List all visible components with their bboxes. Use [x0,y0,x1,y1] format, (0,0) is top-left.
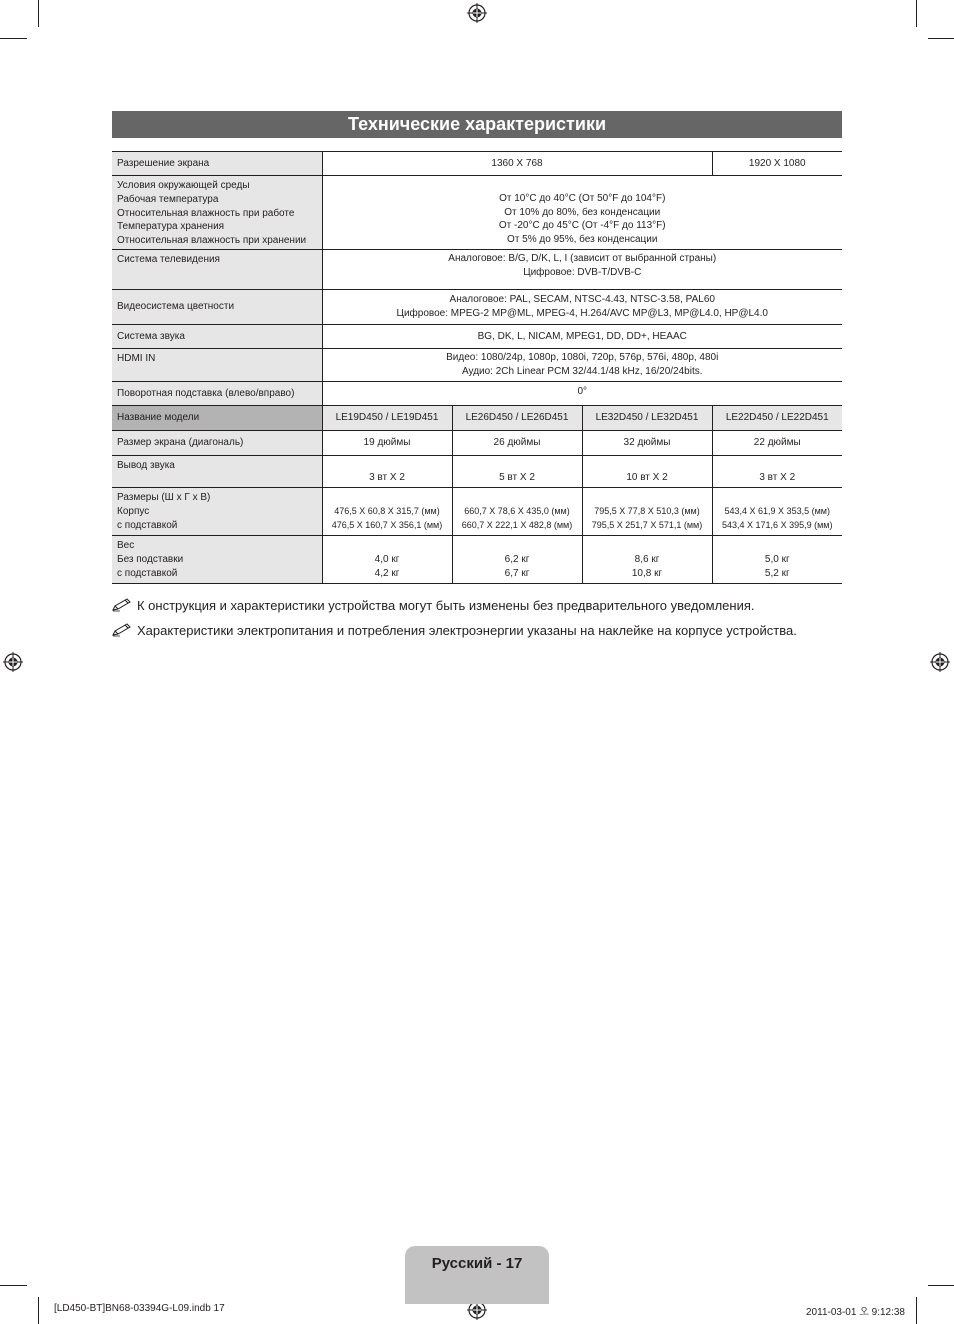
pencil-icon [112,598,132,612]
cell-value: 3 вт X 2 [712,456,842,488]
note-item [112,597,842,614]
cell-value: 22 дюймы [712,431,842,456]
row-label: Размеры (Ш x Г x В) Корпус с подставкой [112,488,322,536]
page-number-tab [405,1246,549,1304]
row-label: Вес Без подставки с подставкой [112,536,322,584]
cell-value: 1920 X 1080 [712,152,842,176]
registration-mark-icon [930,652,950,672]
cell-value: 6,2 кг 6,7 кг [452,536,582,584]
row-label: Размер экрана (диагональ) [112,431,322,456]
note-text: Характеристики электропитания и потребления электроэнергии указаны на наклейке на корпусе устройства. [137,623,797,638]
crop-mark [0,38,27,39]
table-row [112,290,842,325]
model-name: LE19D450 / LE19D451 [322,406,452,431]
cell-value: Аналоговое: B/G, D/K, L, I (зависит от выбранной страны) Цифровое: DVB-T/DVB-C [322,250,842,290]
table-row [112,431,842,456]
model-name: LE32D450 / LE32D451 [582,406,712,431]
page-number: Русский - 17 [431,1255,523,1272]
table-row [112,250,842,290]
cell-value: 19 дюймы [322,431,452,456]
cell-value: 5,0 кг 5,2 кг [712,536,842,584]
crop-mark [928,38,954,39]
cell-value: BG, DK, L, NICAM, MPEG1, DD, DD+, HEAAC [322,325,842,349]
cell-value: 26 дюймы [452,431,582,456]
cell-value: 32 дюймы [582,431,712,456]
cell-value: 1360 X 768 [322,152,712,176]
crop-mark [928,1285,954,1286]
crop-mark [38,1297,39,1324]
crop-mark [38,0,39,27]
cell-value: 0° [322,382,842,406]
note-text: К онструкция и характеристики устройства могут быть изменены без предварительного уведомления. [137,598,755,613]
pencil-icon [112,623,132,637]
cell-value: Аналоговое: PAL, SECAM, NTSC-4.43, NTSC-3.58, PAL60 Цифровое: MPEG-2 MP@ML, MPEG-4, H.264/AVC MP@L3, MP@L4.0, HP@L4.0 [322,290,842,325]
table-row [112,152,842,176]
table-row [112,406,842,431]
table-row [112,456,842,488]
table-row [112,536,842,584]
row-label: Условия окружающей среды Рабочая температура Относительная влажность при работе Температура хранения Относительная влажность при хранении [112,176,322,250]
table-row [112,176,842,250]
table-row [112,488,842,536]
registration-mark-icon [467,3,487,23]
note-item [112,622,842,639]
cell-value: 4,0 кг 4,2 кг [322,536,452,584]
footer-timestamp: 2011-03-01 오 9:12:38 [806,1307,905,1318]
cell-value: 543,4 X 61,9 X 353,5 (мм) 543,4 X 171,6 X 395,9 (мм) [712,488,842,536]
cell-value: 795,5 X 77,8 X 510,3 (мм) 795,5 X 251,7 X 571,1 (мм) [582,488,712,536]
row-label: Название модели [112,406,322,431]
cell-value: 5 вт X 2 [452,456,582,488]
registration-mark-icon [3,652,23,672]
crop-mark [0,1285,27,1286]
table-row [112,325,842,349]
cell-value: 3 вт X 2 [322,456,452,488]
row-label: Вывод звука [112,456,322,488]
row-label: Поворотная подставка (влево/вправо) [112,382,322,406]
crop-mark [916,1297,917,1324]
model-name: LE26D450 / LE26D451 [452,406,582,431]
cell-value: 476,5 X 60,8 X 315,7 (мм) 476,5 X 160,7 X 356,1 (мм) [322,488,452,536]
cell-value: От 10°C до 40°C (От 50°F до 104°F) От 10% до 80%, без конденсации От -20°C до 45°C (От -4°F до 113°F) От 5% до 95%, без конденсации [322,176,842,250]
row-label: Видеосистема цветности [112,290,322,325]
spec-table [112,151,842,584]
footer-file-info: [LD450-BT]BN68-03394G-L09.indb 17 [54,1303,225,1314]
row-label: HDMI IN [112,349,322,382]
row-label: Система звука [112,325,322,349]
table-row [112,349,842,382]
page-title: Технические характеристики [112,111,842,138]
cell-value: 660,7 X 78,6 X 435,0 (мм) 660,7 X 222,1 X 482,8 (мм) [452,488,582,536]
row-label: Разрешение экрана [112,152,322,176]
model-name: LE22D450 / LE22D451 [712,406,842,431]
row-label: Система телевидения [112,250,322,290]
table-row [112,382,842,406]
notes [112,597,842,647]
cell-value: Видео: 1080/24p, 1080p, 1080i, 720p, 576p, 576i, 480p, 480i Аудио: 2Ch Linear PCM 32/44.1/48 kHz, 16/20/24bits. [322,349,842,382]
cell-value: 8,6 кг 10,8 кг [582,536,712,584]
crop-mark [916,0,917,27]
cell-value: 10 вт X 2 [582,456,712,488]
